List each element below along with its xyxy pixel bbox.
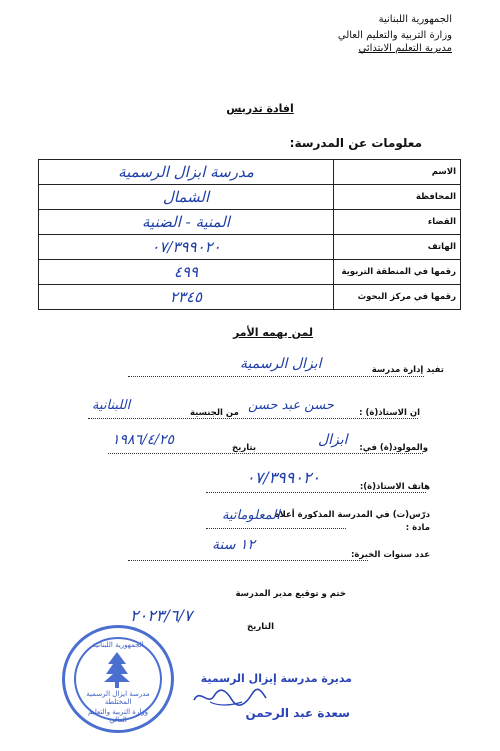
born-dotline xyxy=(108,453,423,454)
taught-label: درّس(ت) في المدرسة المذكورة أعلاه xyxy=(274,510,430,520)
table-label: الهاتف xyxy=(334,235,461,260)
table-row xyxy=(39,160,461,185)
table-row xyxy=(39,185,461,210)
handwritten-signature xyxy=(190,686,268,708)
phone-dotline xyxy=(206,492,426,493)
table-value: ٢٣٤٥ xyxy=(39,285,334,310)
date-label: بتاريخ xyxy=(232,443,257,453)
born-label: والمولود(ة) في: xyxy=(359,443,428,453)
subject-handwritten: المعلوماتية xyxy=(222,508,280,523)
table-value: ٠٧/٣٩٩٠٢٠ xyxy=(39,235,334,260)
table-label: رقمها في مركز البحوث xyxy=(334,285,461,310)
teacher-label: ان الاستاذ(ة) : xyxy=(359,408,420,418)
school-handwritten: ابزال الرسمية xyxy=(240,356,322,372)
table-value: ٤٩٩ xyxy=(39,260,334,285)
stamp-signature-label: ختم و توقيع مدير المدرسة xyxy=(235,589,346,599)
signature-date-label: التاريخ xyxy=(247,622,274,632)
phone-label: هاتف الاستاذ(ة): xyxy=(359,482,430,492)
subject-dotline xyxy=(206,528,346,529)
table-value: المنية - الضنية xyxy=(39,210,334,235)
table-row xyxy=(39,285,461,310)
header-ministry: وزارة التربية والتعليم العالي xyxy=(337,30,452,41)
school-info-table xyxy=(38,159,461,310)
header-directorate: مديرية التعليم الابتدائي xyxy=(358,43,452,54)
years-label: عدد سنوات الخبرة: xyxy=(350,550,430,560)
table-row xyxy=(39,210,461,235)
years-dotline xyxy=(128,560,368,561)
section-title: معلومات عن المدرسة: xyxy=(289,136,422,150)
table-row xyxy=(39,235,461,260)
stamp-text-top: الجمهورية اللبنانية xyxy=(92,641,144,649)
school-dotline xyxy=(128,376,424,377)
phone-handwritten: ٠٧/٣٩٩٠٢٠ xyxy=(246,468,321,487)
table-label: رقمها في المنطقة التربوية xyxy=(334,260,461,285)
nationality-label: من الجنسية xyxy=(190,408,239,418)
header-republic: الجمهورية اللبنانية xyxy=(378,14,452,25)
born-date-handwritten: ١٩٨٦/٤/٢٥ xyxy=(112,432,175,448)
born-place-handwritten: ابزال xyxy=(318,432,348,448)
document-title: افادة تدريس xyxy=(226,102,294,115)
years-handwritten: ١٢ سنة xyxy=(212,537,255,553)
cedar-icon xyxy=(104,650,130,688)
school-label: تفيد إدارة مدرسة xyxy=(371,365,444,375)
signature-date-handwritten: ٢٠٢٣/٦/٧ xyxy=(130,606,193,625)
teacher-dotline xyxy=(88,418,418,419)
table-label: القضاء xyxy=(334,210,461,235)
table-row xyxy=(39,260,461,285)
table-label: الاسم xyxy=(334,160,461,185)
subject-label: مادة : xyxy=(405,523,430,533)
stamp-text-mid: مدرسة ايزال الرسمية المختلطة xyxy=(86,690,150,706)
teacher-handwritten: حسن عبد حسن xyxy=(248,398,334,413)
to-whom-heading: لمن يهمه الأمر xyxy=(232,326,314,339)
table-label: المحافظة xyxy=(334,185,461,210)
director-name: سعدة عبد الرحمن xyxy=(245,706,350,720)
stamp-text-bottom: وزارة التربية والتعليم العالي xyxy=(87,708,149,724)
table-value: الشمال xyxy=(39,185,334,210)
nationality-handwritten: اللبنانية xyxy=(92,398,131,413)
table-value: مدرسة ابزال الرسمية xyxy=(39,160,334,185)
director-title: مديرة مدرسة إيزال الرسمية xyxy=(200,672,352,685)
